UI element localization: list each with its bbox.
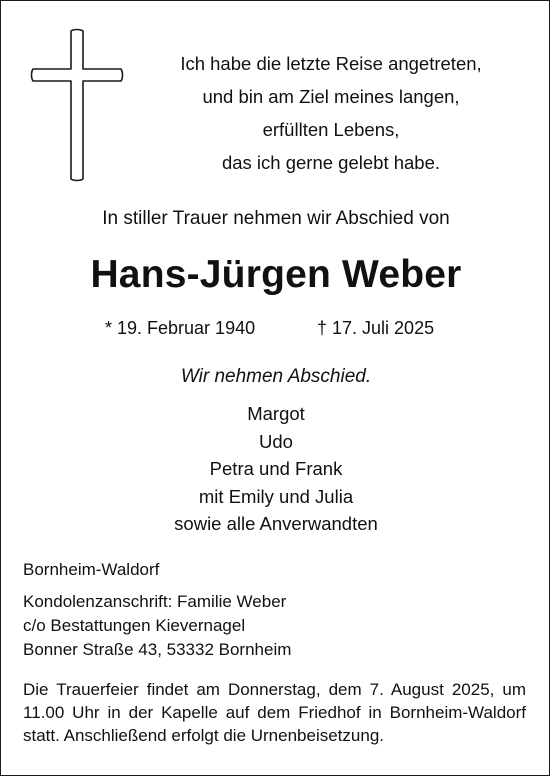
poem-line: Ich habe die letzte Reise angetreten, [180,53,482,74]
intro-text: In stiller Trauer nehmen wir Abschied von [102,208,450,229]
address-line: Bonner Straße 43, 53332 Bornheim [23,640,292,659]
farewell-motto: Wir nehmen Abschied. [180,366,372,387]
poem-line: das ich gerne gelebt habe. [221,152,441,173]
funeral-service-text: Die Trauerfeier findet am Donnerstag, dem 7. August 2025, um 11.00 Uhr in der Kapelle auf dem Friedhof in Bornheim-Waldorf statt. Anschließend erfolgt die Urnenbeisetzung. [23,680,526,745]
death-date: † 17. Juli 2025 [317,318,435,338]
address-line: c/o Bestattungen Kievernagel [23,616,246,635]
poem-line: und bin am Ziel meines langen, [202,86,460,107]
deceased-name: Hans-Jürgen Weber [90,253,462,296]
address-line: Kondolenzanschrift: Familie Weber [23,592,287,611]
mourner: Udo [259,430,293,452]
condolence-address [23,590,291,662]
poem-line: erfüllten Lebens, [262,119,400,140]
place-name: Bornheim-Waldorf [23,560,160,579]
poem [151,47,511,179]
mourner: mit Emily und Julia [198,485,354,507]
mourner: Petra und Frank [209,458,343,479]
birth-date: * 19. Februar 1940 [105,318,256,338]
cross-icon [27,25,127,185]
mourner: sowie alle Anverwandten [174,513,378,534]
mourner: Margot [247,403,305,424]
mourners-list [1,400,550,538]
